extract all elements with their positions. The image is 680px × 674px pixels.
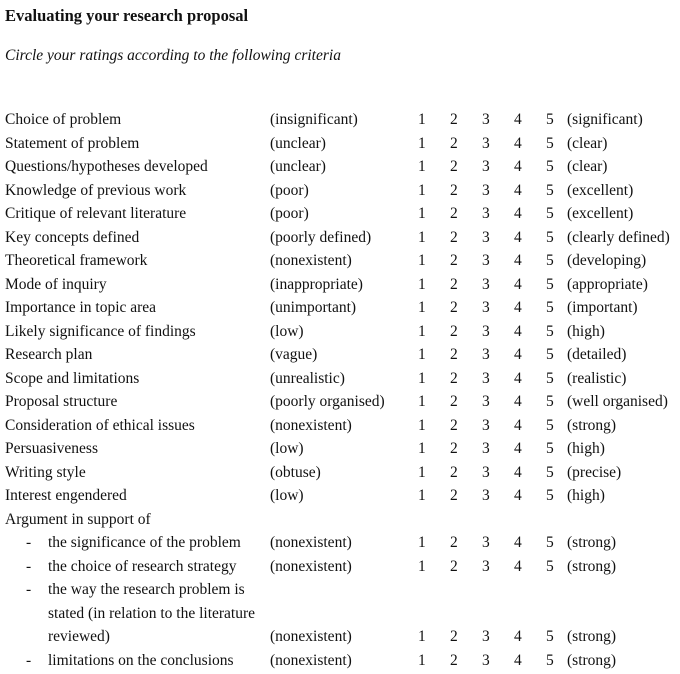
criterion-label: Writing style — [5, 463, 86, 483]
criterion-row — [0, 463, 680, 487]
low-anchor: (inappropriate) — [270, 275, 363, 295]
low-anchor: (low) — [270, 439, 304, 459]
criterion-label: Consideration of ethical issues — [5, 416, 195, 436]
rating-option-5[interactable]: 5 — [546, 345, 554, 365]
rating-option-1[interactable]: 1 — [418, 369, 426, 389]
rating-option-1[interactable]: 1 — [418, 345, 426, 365]
rating-option-4[interactable]: 4 — [514, 345, 522, 365]
rating-option-5[interactable]: 5 — [546, 627, 554, 647]
criterion-row — [0, 204, 680, 228]
rating-option-4[interactable]: 4 — [514, 134, 522, 154]
low-anchor: (nonexistent) — [270, 533, 352, 553]
rating-option-1[interactable]: 1 — [418, 228, 426, 248]
rating-option-1[interactable]: 1 — [418, 463, 426, 483]
criterion-label: Interest engendered — [5, 486, 127, 506]
rating-option-4[interactable]: 4 — [514, 204, 522, 224]
high-anchor: (precise) — [567, 463, 621, 483]
criterion-row — [0, 110, 680, 134]
rating-option-3[interactable]: 3 — [482, 345, 490, 365]
rating-option-1[interactable]: 1 — [418, 627, 426, 647]
rating-option-4[interactable]: 4 — [514, 157, 522, 177]
low-anchor: (unclear) — [270, 134, 326, 154]
rating-option-5[interactable]: 5 — [546, 439, 554, 459]
rating-option-2[interactable]: 2 — [450, 228, 458, 248]
low-anchor: (obtuse) — [270, 463, 321, 483]
rating-option-1[interactable]: 1 — [418, 181, 426, 201]
rating-option-2[interactable]: 2 — [450, 181, 458, 201]
low-anchor: (nonexistent) — [270, 251, 352, 271]
criterion-label: Questions/hypotheses developed — [5, 157, 208, 177]
low-anchor: (vague) — [270, 345, 317, 365]
list-dash: - — [26, 557, 31, 577]
high-anchor: (high) — [567, 322, 605, 342]
low-anchor: (nonexistent) — [270, 557, 352, 577]
criterion-row — [0, 134, 680, 158]
rating-option-2[interactable]: 2 — [450, 251, 458, 271]
rating-option-2[interactable]: 2 — [450, 275, 458, 295]
rating-option-3[interactable]: 3 — [482, 369, 490, 389]
rating-option-3[interactable]: 3 — [482, 298, 490, 318]
rating-option-5[interactable]: 5 — [546, 110, 554, 130]
criterion-label: Mode of inquiry — [5, 275, 107, 295]
rating-option-2[interactable]: 2 — [450, 392, 458, 412]
rating-option-4[interactable]: 4 — [514, 486, 522, 506]
rating-option-1[interactable]: 1 — [418, 251, 426, 271]
criterion-row — [0, 228, 680, 252]
rating-option-5[interactable]: 5 — [546, 204, 554, 224]
rating-option-3[interactable]: 3 — [482, 392, 490, 412]
high-anchor: (developing) — [567, 251, 646, 271]
criteria-list — [0, 110, 680, 674]
rating-option-1[interactable]: 1 — [418, 439, 426, 459]
argument-item-label: the choice of research strategy — [48, 557, 236, 577]
rating-option-2[interactable]: 2 — [450, 204, 458, 224]
list-dash: - — [26, 580, 31, 600]
rating-option-2[interactable]: 2 — [450, 322, 458, 342]
rating-option-5[interactable]: 5 — [546, 181, 554, 201]
high-anchor: (clear) — [567, 157, 607, 177]
criterion-row — [0, 439, 680, 463]
rating-option-2[interactable]: 2 — [450, 533, 458, 553]
high-anchor: (strong) — [567, 651, 616, 671]
low-anchor: (nonexistent) — [270, 416, 352, 436]
list-dash: - — [26, 533, 31, 553]
high-anchor: (excellent) — [567, 204, 633, 224]
argument-heading: Argument in support of — [5, 510, 151, 530]
rating-option-5[interactable]: 5 — [546, 369, 554, 389]
argument-item-label: the way the research problem is — [48, 580, 245, 600]
argument-item-row — [0, 627, 680, 651]
rating-option-5[interactable]: 5 — [546, 275, 554, 295]
rating-option-5[interactable]: 5 — [546, 251, 554, 271]
rating-option-3[interactable]: 3 — [482, 651, 490, 671]
argument-item-row — [0, 557, 680, 581]
high-anchor: (excellent) — [567, 181, 633, 201]
rating-option-3[interactable]: 3 — [482, 228, 490, 248]
rating-option-3[interactable]: 3 — [482, 627, 490, 647]
rating-option-4[interactable]: 4 — [514, 627, 522, 647]
rating-option-3[interactable]: 3 — [482, 416, 490, 436]
argument-item-label: reviewed) — [48, 627, 110, 647]
criterion-row — [0, 322, 680, 346]
rating-option-3[interactable]: 3 — [482, 181, 490, 201]
rating-option-5[interactable]: 5 — [546, 416, 554, 436]
rating-option-4[interactable]: 4 — [514, 181, 522, 201]
low-anchor: (poorly defined) — [270, 228, 371, 248]
low-anchor: (unrealistic) — [270, 369, 345, 389]
high-anchor: (strong) — [567, 533, 616, 553]
rating-option-1[interactable]: 1 — [418, 275, 426, 295]
high-anchor: (strong) — [567, 627, 616, 647]
criterion-label: Importance in topic area — [5, 298, 156, 318]
rating-option-1[interactable]: 1 — [418, 322, 426, 342]
high-anchor: (clear) — [567, 134, 607, 154]
rating-option-5[interactable]: 5 — [546, 463, 554, 483]
rating-option-2[interactable]: 2 — [450, 486, 458, 506]
rating-option-3[interactable]: 3 — [482, 463, 490, 483]
criterion-row — [0, 392, 680, 416]
rating-option-5[interactable]: 5 — [546, 228, 554, 248]
rating-option-3[interactable]: 3 — [482, 204, 490, 224]
rating-option-3[interactable]: 3 — [482, 157, 490, 177]
rating-option-5[interactable]: 5 — [546, 392, 554, 412]
document-title: Evaluating your research proposal — [5, 6, 248, 26]
rating-option-1[interactable]: 1 — [418, 416, 426, 436]
high-anchor: (detailed) — [567, 345, 626, 365]
rating-option-3[interactable]: 3 — [482, 275, 490, 295]
low-anchor: (low) — [270, 486, 304, 506]
rating-option-1[interactable]: 1 — [418, 392, 426, 412]
low-anchor: (unimportant) — [270, 298, 356, 318]
criterion-row — [0, 157, 680, 181]
rating-option-1[interactable]: 1 — [418, 110, 426, 130]
low-anchor: (low) — [270, 322, 304, 342]
rating-option-5[interactable]: 5 — [546, 486, 554, 506]
criterion-row — [0, 416, 680, 440]
rating-option-5[interactable]: 5 — [546, 533, 554, 553]
rating-option-1[interactable]: 1 — [418, 157, 426, 177]
low-anchor: (poorly organised) — [270, 392, 385, 412]
criterion-row — [0, 298, 680, 322]
rating-option-2[interactable]: 2 — [450, 345, 458, 365]
low-anchor: (nonexistent) — [270, 651, 352, 671]
rating-option-2[interactable]: 2 — [450, 298, 458, 318]
argument-item-row — [0, 533, 680, 557]
rating-option-3[interactable]: 3 — [482, 251, 490, 271]
argument-item-label: the significance of the problem — [48, 533, 241, 553]
rating-option-3[interactable]: 3 — [482, 533, 490, 553]
rating-option-2[interactable]: 2 — [450, 134, 458, 154]
rating-option-5[interactable]: 5 — [546, 134, 554, 154]
rating-option-5[interactable]: 5 — [546, 651, 554, 671]
criterion-label: Theoretical framework — [5, 251, 147, 271]
rating-option-4[interactable]: 4 — [514, 298, 522, 318]
rating-option-4[interactable]: 4 — [514, 416, 522, 436]
rating-option-4[interactable]: 4 — [514, 251, 522, 271]
rating-option-4[interactable]: 4 — [514, 322, 522, 342]
rating-option-3[interactable]: 3 — [482, 322, 490, 342]
criterion-label: Key concepts defined — [5, 228, 139, 248]
argument-item-label: limitations on the conclusions — [48, 651, 234, 671]
rating-option-4[interactable]: 4 — [514, 228, 522, 248]
high-anchor: (strong) — [567, 416, 616, 436]
rating-option-2[interactable]: 2 — [450, 557, 458, 577]
rating-option-4[interactable]: 4 — [514, 110, 522, 130]
rating-option-2[interactable]: 2 — [450, 627, 458, 647]
criterion-label: Persuasiveness — [5, 439, 98, 459]
low-anchor: (poor) — [270, 181, 309, 201]
criterion-label: Choice of problem — [5, 110, 121, 130]
criterion-row — [0, 275, 680, 299]
low-anchor: (unclear) — [270, 157, 326, 177]
rating-option-4[interactable]: 4 — [514, 439, 522, 459]
argument-item-label: stated (in relation to the literature — [48, 604, 255, 624]
argument-heading-row — [0, 510, 680, 534]
high-anchor: (appropriate) — [567, 275, 648, 295]
criterion-label: Likely significance of findings — [5, 322, 196, 342]
rating-option-1[interactable]: 1 — [418, 134, 426, 154]
argument-item-row — [0, 651, 680, 674]
rating-option-2[interactable]: 2 — [450, 157, 458, 177]
rating-option-2[interactable]: 2 — [450, 463, 458, 483]
criterion-row — [0, 251, 680, 275]
rating-option-5[interactable]: 5 — [546, 557, 554, 577]
rating-option-4[interactable]: 4 — [514, 275, 522, 295]
criterion-row — [0, 345, 680, 369]
low-anchor: (poor) — [270, 204, 309, 224]
rating-option-3[interactable]: 3 — [482, 439, 490, 459]
criterion-label: Scope and limitations — [5, 369, 139, 389]
rating-option-4[interactable]: 4 — [514, 392, 522, 412]
high-anchor: (well organised) — [567, 392, 668, 412]
rating-option-2[interactable]: 2 — [450, 651, 458, 671]
rating-option-5[interactable]: 5 — [546, 157, 554, 177]
high-anchor: (significant) — [567, 110, 643, 130]
rating-option-2[interactable]: 2 — [450, 439, 458, 459]
high-anchor: (clearly defined) — [567, 228, 670, 248]
high-anchor: (strong) — [567, 557, 616, 577]
rating-option-5[interactable]: 5 — [546, 298, 554, 318]
low-anchor: (nonexistent) — [270, 627, 352, 647]
rating-option-3[interactable]: 3 — [482, 557, 490, 577]
rating-option-1[interactable]: 1 — [418, 651, 426, 671]
criterion-row — [0, 486, 680, 510]
criterion-label: Statement of problem — [5, 134, 139, 154]
rating-option-4[interactable]: 4 — [514, 557, 522, 577]
rating-option-5[interactable]: 5 — [546, 322, 554, 342]
high-anchor: (important) — [567, 298, 638, 318]
criterion-row — [0, 181, 680, 205]
rating-option-3[interactable]: 3 — [482, 134, 490, 154]
rating-option-4[interactable]: 4 — [514, 369, 522, 389]
rating-option-2[interactable]: 2 — [450, 110, 458, 130]
criterion-label: Knowledge of previous work — [5, 181, 186, 201]
high-anchor: (high) — [567, 486, 605, 506]
instructions: Circle your ratings according to the following criteria — [5, 47, 341, 65]
high-anchor: (high) — [567, 439, 605, 459]
rating-option-2[interactable]: 2 — [450, 369, 458, 389]
rating-option-1[interactable]: 1 — [418, 557, 426, 577]
rating-option-3[interactable]: 3 — [482, 486, 490, 506]
rating-option-4[interactable]: 4 — [514, 533, 522, 553]
rating-option-2[interactable]: 2 — [450, 416, 458, 436]
rating-option-1[interactable]: 1 — [418, 533, 426, 553]
rating-option-4[interactable]: 4 — [514, 463, 522, 483]
rating-option-1[interactable]: 1 — [418, 204, 426, 224]
rating-option-3[interactable]: 3 — [482, 110, 490, 130]
rating-option-1[interactable]: 1 — [418, 486, 426, 506]
rating-option-1[interactable]: 1 — [418, 298, 426, 318]
argument-item-row — [0, 580, 680, 604]
criterion-label: Research plan — [5, 345, 92, 365]
criterion-label: Proposal structure — [5, 392, 117, 412]
rating-option-4[interactable]: 4 — [514, 651, 522, 671]
high-anchor: (realistic) — [567, 369, 626, 389]
criterion-label: Critique of relevant literature — [5, 204, 186, 224]
low-anchor: (insignificant) — [270, 110, 358, 130]
criterion-row — [0, 369, 680, 393]
list-dash: - — [26, 651, 31, 671]
argument-item-row — [0, 604, 680, 628]
